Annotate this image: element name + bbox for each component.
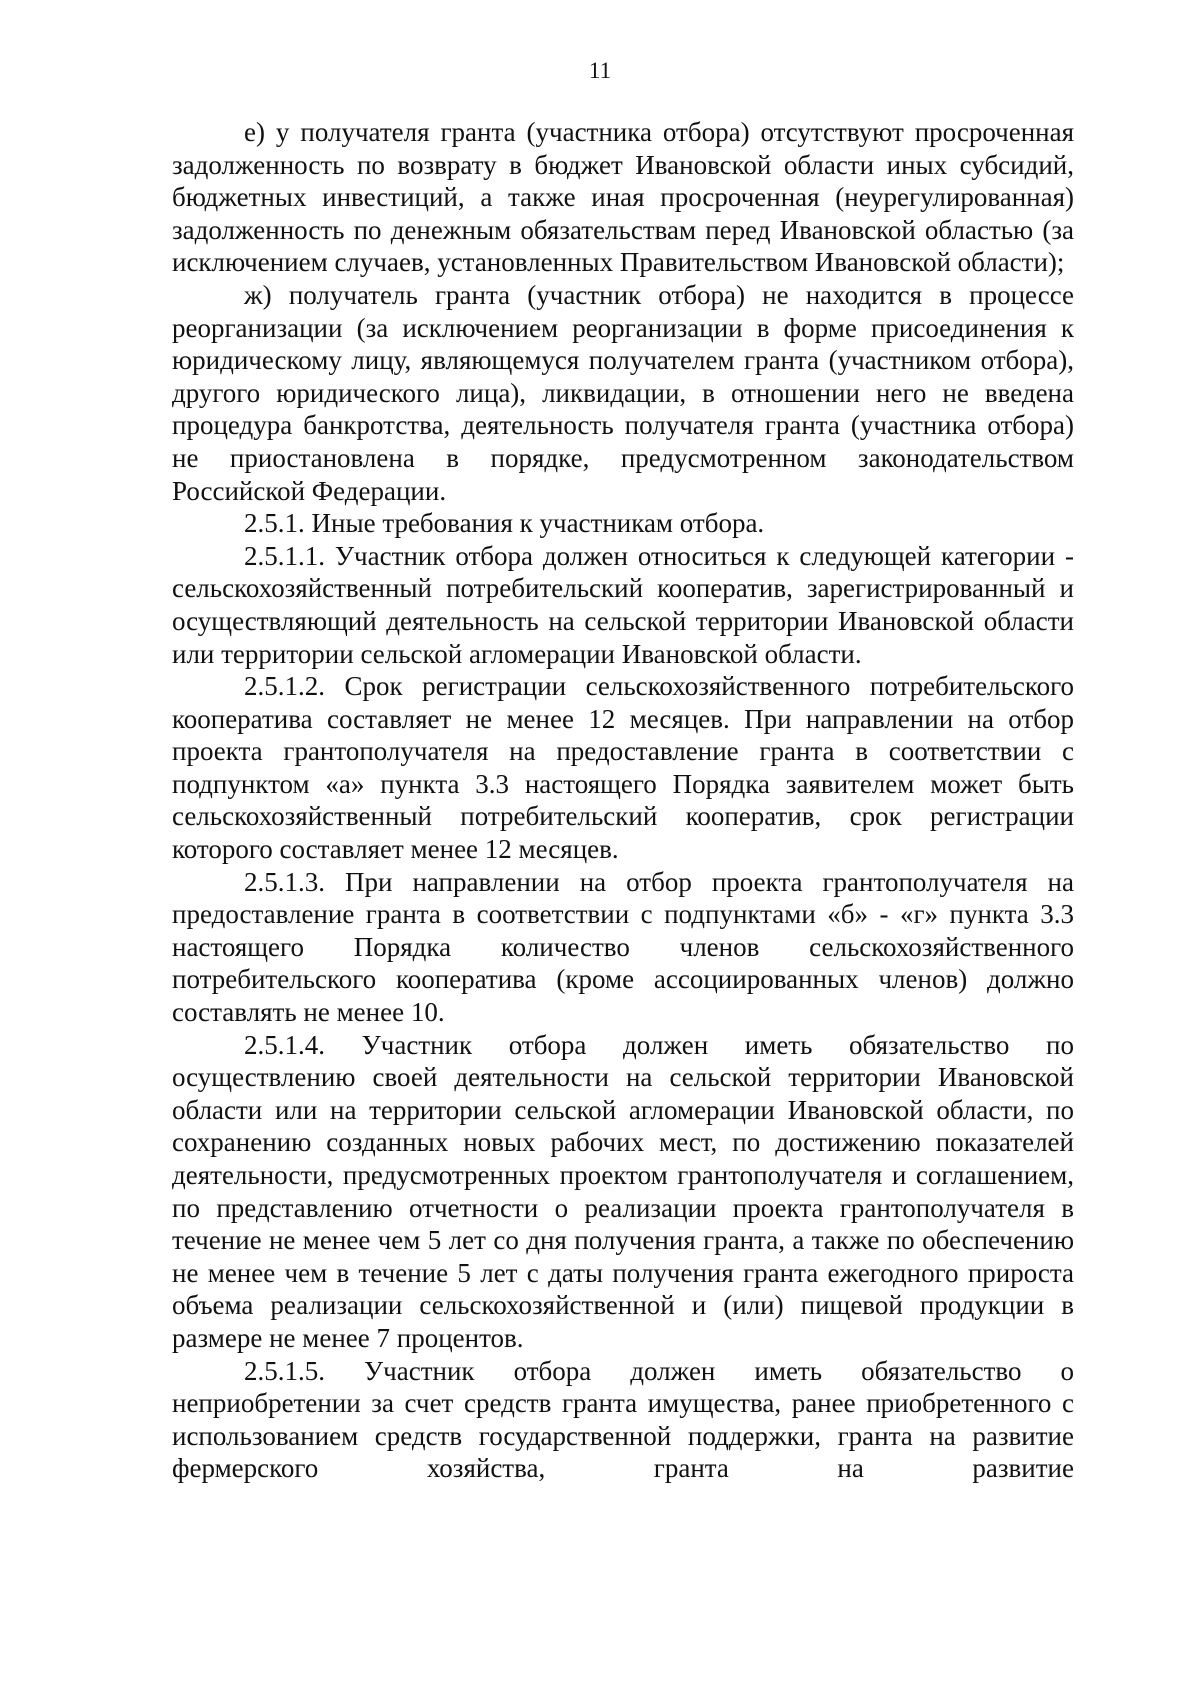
paragraph-zh: ж) получатель гранта (участник отбора) не находится в процессе реорганизации (за исключением реорганизации в форме присоединения к юридическому лицу, являющемуся получателем гранта (участником отбора), другого юридического лица), ликвидации, в отношении него не введена процедура банкротства, деятельность получателя гранта (участника отбора) не приостановлена в порядке, предусмотренном законодательством Российской Федерации. xyxy=(172,279,1074,506)
paragraph-2-5-1-2: 2.5.1.2. Срок регистрации сельскохозяйственного потребительского кооператива составляет не менее 12 месяцев. При направлении на отбор проекта грантополучателя на предоставление гранта в соответствии с подпунктом «а» пункта 3.3 настоящего Порядка заявителем может быть сельскохозяйственный потребительский кооператив, срок регистрации которого составляет менее 12 месяцев. xyxy=(172,671,1074,865)
paragraph-2-5-1: 2.5.1. Иные требования к участникам отбора. xyxy=(244,508,765,539)
document-body xyxy=(172,116,1074,1485)
paragraph-e: е) у получателя гранта (участника отбора) отсутствуют просроченная задолженность по возврату в бюджет Ивановской области иных субсидий, бюджетных инвестиций, а также иная просроченная (неурегулированная) задолженность по денежным обязательствам перед Ивановской областью (за исключением случаев, установленных Правительством Ивановской области); xyxy=(172,117,1074,278)
paragraph-2-5-1-3: 2.5.1.3. При направлении на отбор проекта грантополучателя на предоставление гранта в соответствии с подпунктами «б» - «г» пункта 3.3 настоящего Порядка количество членов сельскохозяйственного потребительского кооператива (кроме ассоциированных членов) должно составлять не менее 10. xyxy=(172,866,1074,1028)
paragraph-2-5-1-1: 2.5.1.1. Участник отбора должен относиться к следующей категории - сельскохозяйственный потребительский кооператив, зарегистрированный и осуществляющий деятельность на сельской территории Ивановской области или территории сельской агломерации Ивановской области. xyxy=(172,540,1074,669)
paragraph-2-5-1-5: 2.5.1.5. Участник отбора должен иметь обязательство о неприобретении за счет средств гранта имущества, ранее приобретенного с использованием средств государственной поддержки, гранта на развитие фермерского хозяйства, гранта на развитие xyxy=(172,1355,1074,1484)
paragraph-2-5-1-4: 2.5.1.4. Участник отбора должен иметь обязательство по осуществлению своей деятельности на сельской территории Ивановской области или на территории сельской агломерации Ивановской области, по сохранению созданных новых рабочих мест, по достижению показателей деятельности, предусмотренных проектом грантополучателя и соглашением, по представлению отчетности о реализации проекта грантополучателя в течение не менее чем 5 лет со дня получения гранта, а также по обеспечению не менее чем в течение 5 лет с даты получения гранта ежегодного прироста объема реализации сельскохозяйственной и (или) пищевой продукции в размере не менее 7 процентов. xyxy=(172,1029,1074,1353)
page-number: 11 xyxy=(588,58,612,83)
